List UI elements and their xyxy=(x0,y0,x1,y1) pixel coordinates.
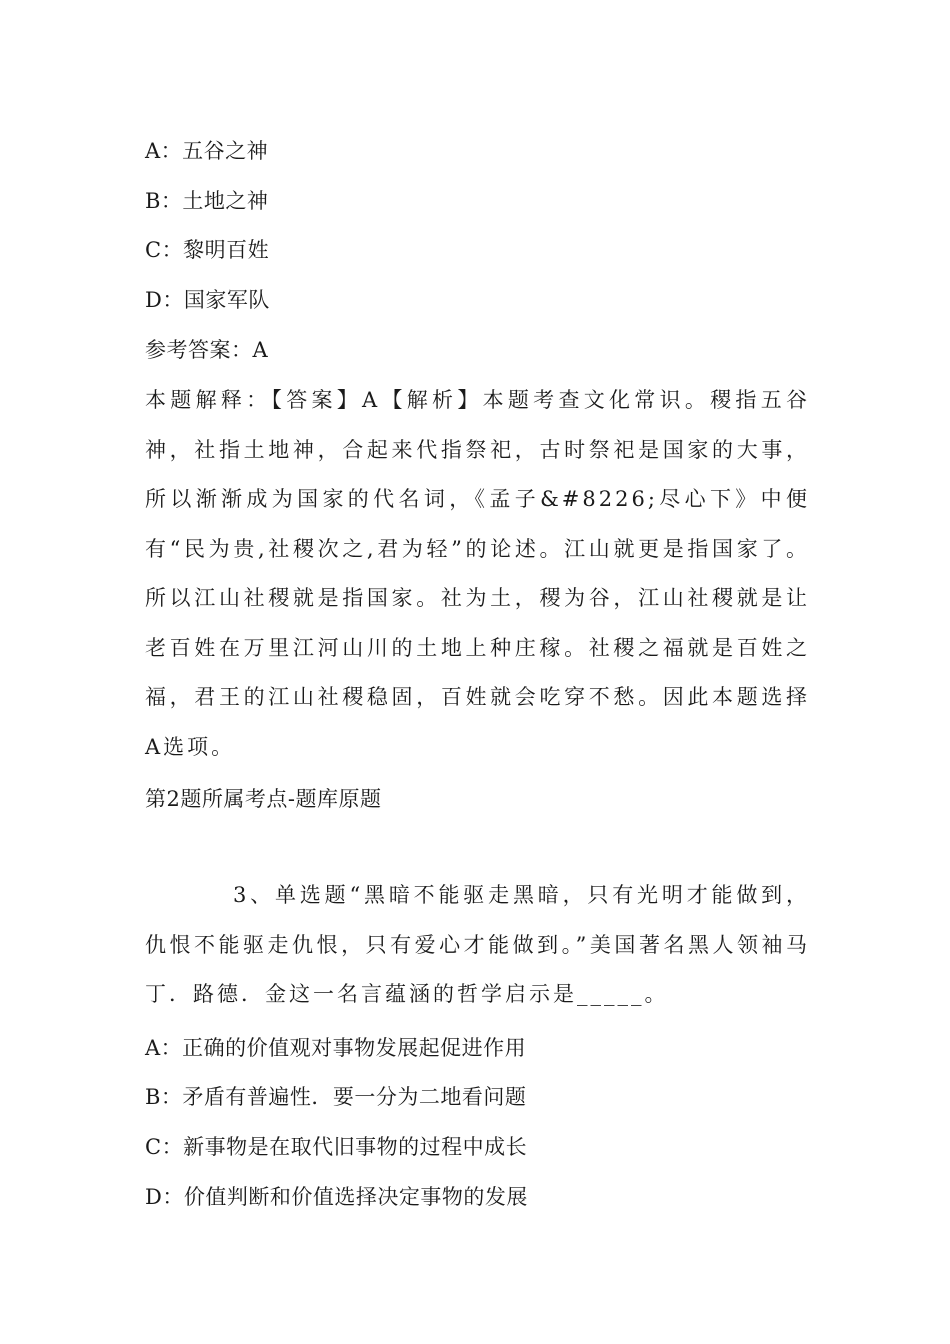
q1-option-a: A：五谷之神 xyxy=(145,139,269,163)
q1-option-c: C：黎明百姓 xyxy=(145,238,270,262)
q3-option-a: A：正确的价值观对事物发展起促进作用 xyxy=(145,1036,527,1060)
q1-explanation: 本题解释：【答案】A【解析】本题考查文化常识。稷指五谷神，社指土地神，合起来代指祭祀，古时祭祀是国家的大事，所以渐渐成为国家的代名词，《孟子&#8226;尽心下》中便有“民为贵,社稷次之,君为轻”的论述。江山就更是指国家了。所以江山社稷就是指国家。社为土，稷为谷，江山社稷就是让老百姓在万里江河山川的土地上种庄稼。社稷之福就是百姓之福，君王的江山社稷稳固，百姓就会吃穿不愁。因此本题选择A选项。 xyxy=(145,388,810,759)
q3-option-c: C：新事物是在取代旧事物的过程中成长 xyxy=(145,1135,528,1159)
section-heading: 第2题所属考点-题库原题 xyxy=(145,787,382,811)
q1-answer: 参考答案：A xyxy=(145,338,269,362)
q1-option-b: B：土地之神 xyxy=(145,189,269,213)
q3-option-b: B：矛盾有普遍性．要一分为二地看问题 xyxy=(145,1085,527,1109)
q3-stem: 3、单选题“黑暗不能驱走黑暗，只有光明才能做到，仇恨不能驱走仇恨，只有爱心才能做到。”美国著名黑人领袖马丁．路德．金这一名言蕴涵的哲学启示是_____。 xyxy=(145,883,810,1006)
q3-option-d: D：价值判断和价值选择决定事物的发展 xyxy=(145,1185,528,1209)
q1-option-d: D：国家军队 xyxy=(145,288,270,312)
